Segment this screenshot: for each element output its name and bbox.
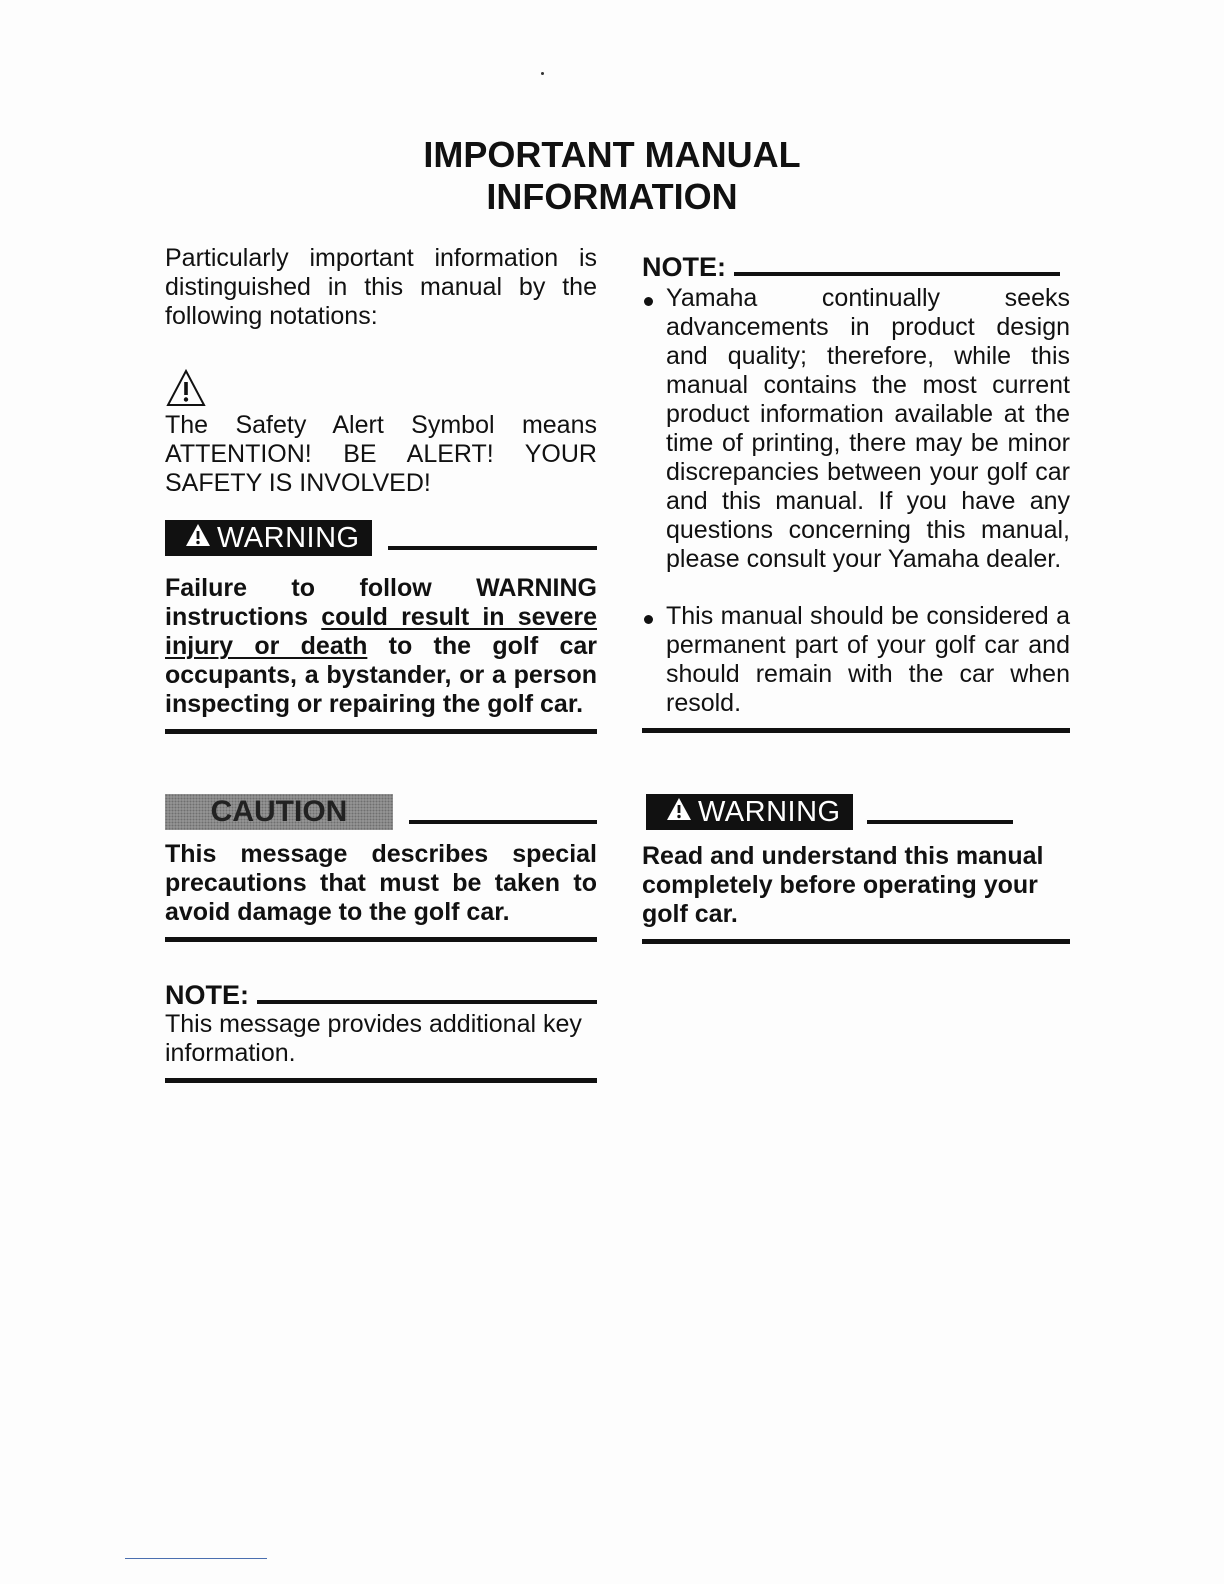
right-warning-section bbox=[642, 794, 1070, 944]
safety-alert-text: The Safety Alert Symbol means ATTENTION! BE ALERT! YOUR SAFETY IS INVOLVED! bbox=[165, 411, 597, 497]
warning-section bbox=[165, 520, 597, 734]
page-speck bbox=[541, 72, 544, 75]
note-end-rule bbox=[165, 1078, 597, 1083]
right-note-section bbox=[642, 252, 1070, 733]
right-warning-header-line bbox=[867, 820, 1013, 824]
note-section bbox=[165, 980, 597, 1083]
warning-end-rule bbox=[165, 729, 597, 734]
right-note-header-line bbox=[734, 272, 1060, 276]
warning-header bbox=[165, 520, 597, 556]
note-header-line bbox=[257, 1000, 597, 1004]
warning-badge-label: WARNING bbox=[217, 522, 360, 554]
note-text: This message provides additional key information. bbox=[165, 1010, 582, 1067]
note-label: NOTE: bbox=[165, 980, 249, 1010]
right-warning-end-rule bbox=[642, 939, 1070, 944]
warning-triangle-icon bbox=[666, 794, 692, 830]
list-item: Yamaha continually seeks advancements in product design and quality; therefore, while this manual contains the most current product information available at the time of printing, there may be minor discrepancies between your golf car and this manual. If you have any questions concerning this manual, please consult your Yamaha dealer. bbox=[642, 284, 1070, 574]
caution-end-rule bbox=[165, 937, 597, 942]
warning-triangle-icon bbox=[165, 368, 207, 408]
warning-badge bbox=[646, 794, 853, 830]
right-warning-header bbox=[642, 794, 1070, 830]
caution-badge bbox=[165, 794, 393, 830]
warning-badge bbox=[165, 520, 372, 556]
warning-badge-label: WARNING bbox=[698, 796, 841, 828]
warning-triangle-icon bbox=[185, 520, 211, 556]
bullet-dot-icon bbox=[644, 615, 653, 624]
caution-header-line bbox=[409, 820, 597, 824]
caution-badge-label: CAUTION bbox=[210, 795, 348, 828]
note-header bbox=[165, 980, 597, 1010]
warning-text: Failure to follow WARNING instructions could result in severe injury or death to the golf car occupants, a bystander, or a person inspecting or repairing the golf car. bbox=[165, 574, 597, 718]
right-note-header bbox=[642, 252, 1060, 282]
title-line-2: INFORMATION bbox=[486, 176, 738, 217]
footer-line bbox=[125, 1558, 267, 1559]
caution-header bbox=[165, 794, 597, 830]
title-line-1: IMPORTANT MANUAL bbox=[423, 134, 801, 175]
caution-text: This message describes special precautions that must be taken to avoid damage to the golf car. bbox=[165, 840, 597, 926]
right-note-label: NOTE: bbox=[642, 252, 726, 282]
warning-header-line bbox=[388, 546, 597, 550]
list-item: This manual should be considered a permanent part of your golf car and should remain with the car when resold. bbox=[642, 602, 1070, 718]
bullet-dot-icon bbox=[644, 297, 653, 306]
page-title bbox=[300, 134, 924, 218]
right-note-end-rule bbox=[642, 728, 1070, 733]
safety-alert-section bbox=[165, 368, 597, 498]
caution-section bbox=[165, 794, 597, 942]
right-warning-text: Read and understand this manual completely before operating your golf car. bbox=[642, 842, 1044, 928]
intro-paragraph: Particularly important information is distinguished in this manual by the following notations: bbox=[165, 244, 597, 330]
